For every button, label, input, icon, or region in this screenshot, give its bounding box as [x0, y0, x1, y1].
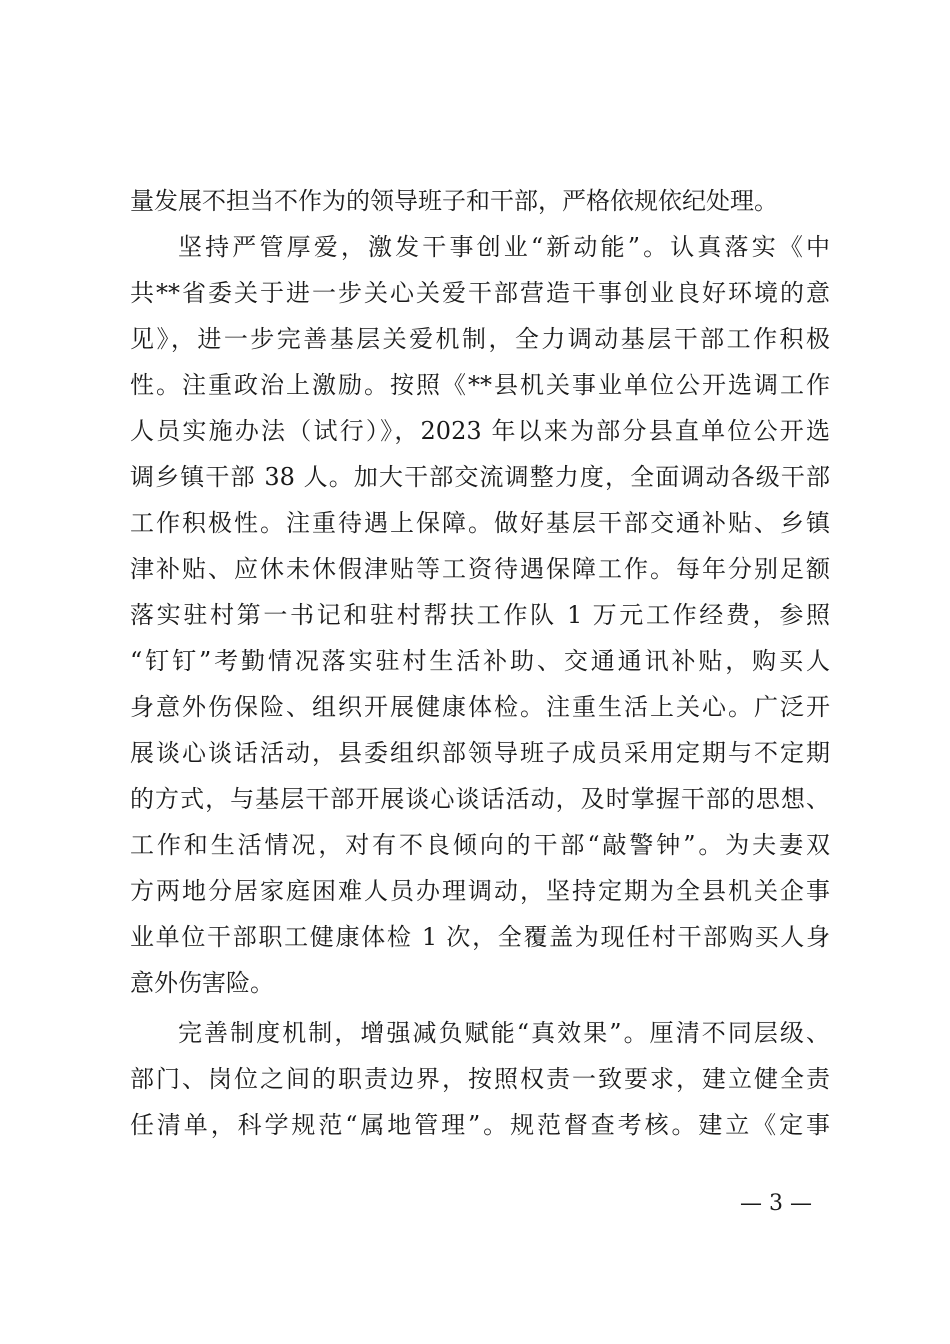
- text-line: 部门、岗位之间的职责边界，按照权责一致要求，建立健全责: [130, 1065, 830, 1093]
- paragraph-start-line: 坚持严管厚爱，激发干事创业“新动能”。认真落实《中: [178, 233, 830, 261]
- text-line: 共**省委关于进一步关心关爱干部营造干事创业良好环境的意: [130, 279, 830, 307]
- text-line: 业单位干部职工健康体检 1 次，全覆盖为现任村干部购买人身: [130, 923, 830, 951]
- text-line: 展谈心谈话活动，县委组织部领导班子成员采用定期与不定期: [130, 739, 830, 767]
- text-line: 的方式，与基层干部开展谈心谈话活动，及时掌握干部的思想、: [130, 785, 830, 813]
- text-line: 性。注重政治上激励。按照《**县机关事业单位公开选调工作: [130, 371, 830, 399]
- text-line: 工作和生活情况，对有不良倾向的干部“敲警钟”。为夫妻双: [130, 831, 830, 859]
- text-line: 身意外伤保险、组织开展健康体检。注重生活上关心。广泛开: [130, 693, 830, 721]
- text-line: 工作积极性。注重待遇上保障。做好基层干部交通补贴、乡镇: [130, 509, 830, 537]
- text-line: 方两地分居家庭困难人员办理调动，坚持定期为全县机关企事: [130, 877, 830, 905]
- text-line: 量发展不担当不作为的领导班子和干部，严格依规依纪处理。: [130, 187, 778, 215]
- text-line: 见》，进一步完善基层关爱机制，全力调动基层干部工作积极: [130, 325, 830, 353]
- text-line: 人员实施办法（试行）》，2023 年以来为部分县直单位公开选: [130, 417, 830, 445]
- page-number: — 3 —: [740, 1191, 812, 1216]
- text-line: 任清单，科学规范“属地管理”。规范督查考核。建立《定事: [130, 1111, 830, 1139]
- text-line: 落实驻村第一书记和驻村帮扶工作队 1 万元工作经费，参照: [130, 601, 830, 629]
- text-line: 津补贴、应休未休假津贴等工资待遇保障工作。每年分别足额: [130, 555, 830, 583]
- text-line: “钉钉”考勤情况落实驻村生活补助、交通通讯补贴，购买人: [130, 647, 830, 675]
- text-line: 调乡镇干部 38 人。加大干部交流调整力度，全面调动各级干部: [130, 463, 830, 491]
- text-line: 意外伤害险。: [130, 969, 274, 997]
- paragraph-start-line: 完善制度机制，增强减负赋能“真效果”。厘清不同层级、: [178, 1019, 830, 1047]
